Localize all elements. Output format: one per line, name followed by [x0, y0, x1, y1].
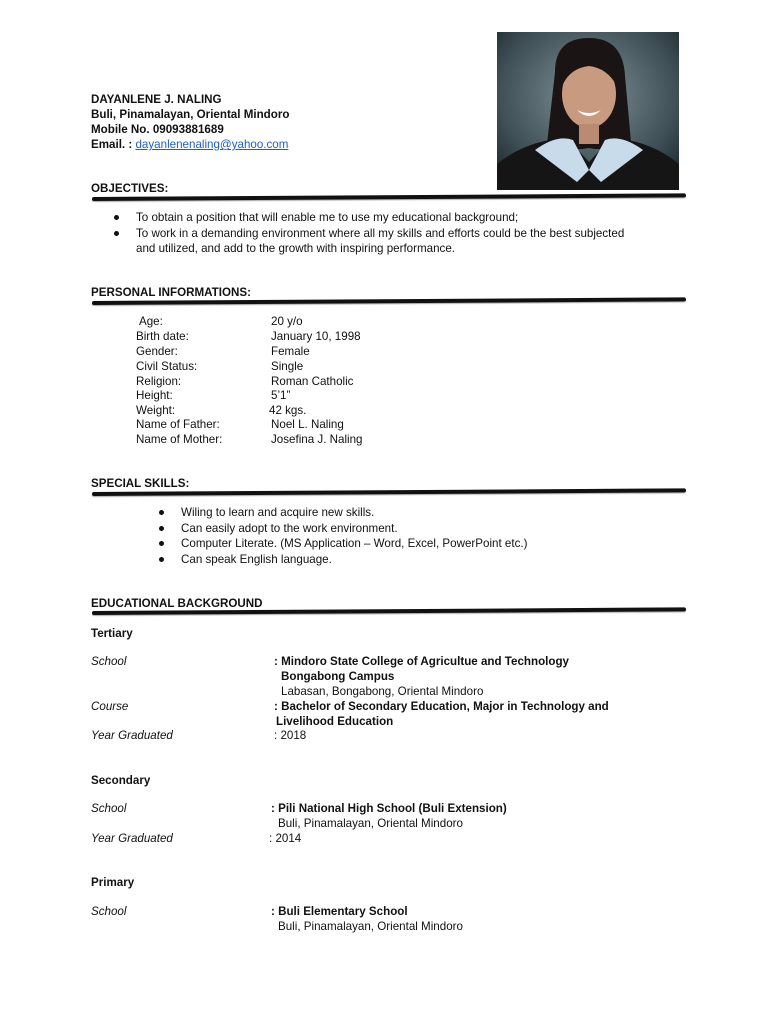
mother-value: Josefina J. Naling: [271, 433, 363, 446]
secondary-school: : Pili National High School (Buli Extension): [271, 802, 507, 815]
secondary-year: : 2014: [269, 832, 302, 845]
birth-date-value: January 10, 1998: [271, 330, 361, 343]
secondary-school-label: School: [91, 802, 127, 815]
bullet-icon: [159, 526, 164, 531]
mobile-line: [91, 123, 224, 136]
email-line: [91, 138, 288, 151]
tertiary-year: : 2018: [274, 729, 307, 742]
primary-school-label: School: [91, 905, 127, 918]
skill-item-4: Can speak English language.: [181, 553, 332, 566]
secondary-title: Secondary: [91, 774, 151, 787]
objective-item-2: To work in a demanding environment where all my skills and efforts could be the best subjected: [136, 227, 625, 240]
skill-item-3: Computer Literate. (MS Application – Word, Excel, PowerPoint etc.): [181, 537, 528, 550]
bullet-icon: [114, 231, 119, 236]
civil-status-label: Civil Status:: [136, 360, 198, 373]
age-value: 20 y/o: [271, 315, 303, 328]
tertiary-address: Labasan, Bongabong, Oriental Mindoro: [281, 685, 484, 698]
education-heading: EDUCATIONAL BACKGROUND: [91, 597, 263, 610]
age-label: Age:: [139, 315, 163, 328]
skills-heading: SPECIAL SKILLS:: [91, 477, 190, 490]
objectives-heading: OBJECTIVES:: [91, 182, 169, 195]
tertiary-year-label: Year Graduated: [91, 729, 173, 742]
email-link[interactable]: dayanlenenaling@yahoo.com: [135, 138, 289, 151]
applicant-photo: [497, 32, 679, 190]
skill-item-2: Can easily adopt to the work environment.: [181, 522, 398, 535]
tertiary-campus: Bongabong Campus: [281, 670, 395, 683]
birth-date-label: Birth date:: [136, 330, 189, 343]
father-label: Name of Father:: [136, 418, 220, 431]
secondary-year-label: Year Graduated: [91, 832, 173, 845]
religion-label: Religion:: [136, 375, 182, 388]
bullet-icon: [159, 510, 164, 515]
gender-label: Gender:: [136, 345, 178, 358]
mother-label: Name of Mother:: [136, 433, 223, 446]
objective-item-2-continued: and utilized, and add to the growth with inspiring performance.: [136, 242, 456, 255]
bullet-icon: [159, 557, 164, 562]
applicant-address: Buli, Pinamalayan, Oriental Mindoro: [91, 108, 290, 121]
primary-address: Buli, Pinamalayan, Oriental Mindoro: [278, 920, 463, 933]
weight-label: Weight:: [136, 404, 176, 417]
objectives-divider: [92, 193, 686, 201]
bullet-icon: [114, 215, 119, 220]
applicant-name: DAYANLENE J. NALING: [91, 93, 222, 106]
tertiary-school-label: School: [91, 655, 127, 668]
primary-title: Primary: [91, 876, 135, 889]
tertiary-course-label: Course: [91, 700, 129, 713]
email-label: Email. :: [91, 138, 133, 151]
tertiary-course-continued: Livelihood Education: [276, 715, 394, 728]
tertiary-course: : Bachelor of Secondary Education, Major in Technology and: [274, 700, 609, 713]
gender-value: Female: [271, 345, 310, 358]
secondary-address: Buli, Pinamalayan, Oriental Mindoro: [278, 817, 463, 830]
weight-value: 42 kgs.: [269, 404, 307, 417]
mobile-number: 09093881689: [152, 123, 224, 136]
father-value: Noel L. Naling: [271, 418, 344, 431]
tertiary-school: : Mindoro State College of Agricultue and Technology: [274, 655, 570, 668]
mobile-label: Mobile No.: [91, 123, 150, 136]
height-label: Height:: [136, 389, 173, 402]
objective-item-1: To obtain a position that will enable me to use my educational background;: [136, 211, 519, 224]
skill-item-1: Wiling to learn and acquire new skills.: [181, 506, 375, 519]
tertiary-title: Tertiary: [91, 627, 133, 640]
primary-school: : Buli Elementary School: [271, 905, 408, 918]
religion-value: Roman Catholic: [271, 375, 354, 388]
personal-heading: PERSONAL INFORMATIONS:: [91, 286, 251, 299]
height-value: 5’1”: [271, 389, 291, 402]
civil-status-value: Single: [271, 360, 304, 373]
bullet-icon: [159, 541, 164, 546]
